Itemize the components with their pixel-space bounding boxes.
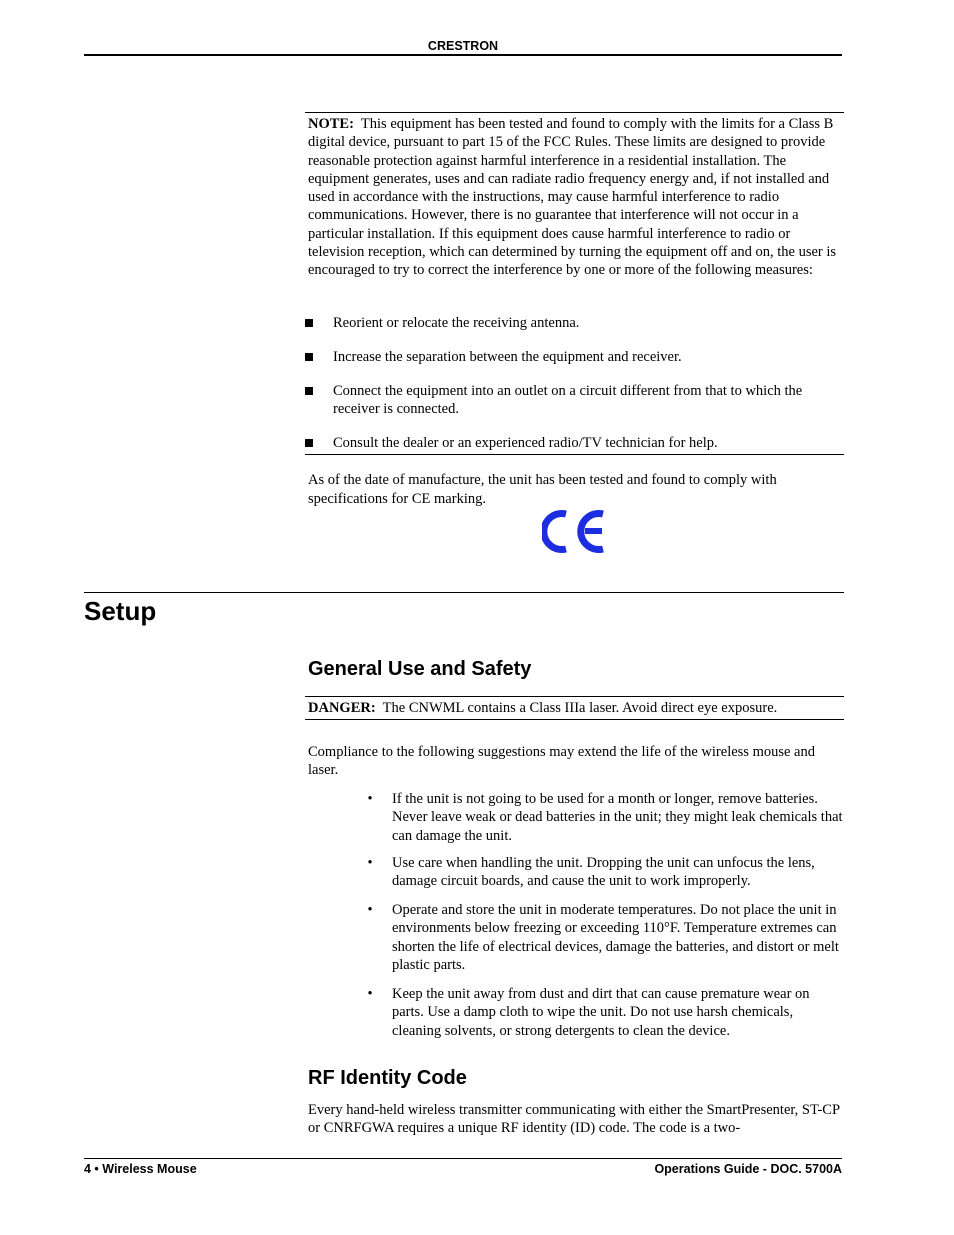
fcc-note-text [308,115,841,280]
setup-heading-rule [84,592,844,593]
fcc-note-box [305,112,844,455]
fcc-measure-text: Reorient or relocate the receiving antenna. [333,315,580,331]
setup-heading: Setup [84,596,157,626]
square-bullet-icon [305,439,313,447]
danger-body: The CNWML contains a Class IIIa laser. Avoid direct eye exposure. [382,700,778,716]
fcc-measure-text: Increase the separation between the equipment and receiver. [333,349,682,365]
fcc-measure-item [305,382,838,419]
danger-box [305,696,844,720]
general-use-heading: General Use and Safety [308,658,532,680]
fcc-measure-text: Consult the dealer or an experienced radio/TV technician for help. [333,435,718,451]
care-list-text: Keep the unit away from dust and dirt that can cause premature wear on parts. Use a damp cloth to wipe the unit. Do not use harsh chemicals, cleaning solvents, or strong detergents to clean the device. [392,986,810,1039]
square-bullet-icon [305,319,313,327]
fcc-note-body: This equipment has been tested and found to comply with the limits for a Class B digital device, pursuant to part 15 of the FCC Rules. These limits are designed to provide reasonable protection against harmful interference in a residential installation. The equipment generates, uses and can radiate radio frequency energy and, if not installed and used in accordance with the instructions, may cause harmful interference to radio communications. However, there is no guarantee that interference will not occur in a particular installation. If this equipment does cause harmful interference to radio or television reception, which can determined by turning the equipment off and on, the user is encouraged to try to correct the interference by one or more of the following measures: [308,116,837,279]
care-list-text: Operate and store the unit in moderate temperatures. Do not place the unit in environments below freezing or exceeding 110°F. Temperature extremes can shorten the life of electrical devices, damage the batteries, and distort or melt plastic parts. [392,902,839,973]
danger-text [308,699,777,717]
header-brand: CRESTRON [427,39,499,53]
fcc-measure-item [305,314,838,332]
bullet-dot-icon: • [367,855,373,871]
header-rule [84,54,842,56]
rf-identity-heading: RF Identity Code [308,1067,467,1089]
care-list-item [364,985,844,1040]
square-bullet-icon [305,387,313,395]
care-list-item [364,854,844,891]
bullet-dot-icon: • [367,791,373,807]
fcc-measure-item [305,434,838,452]
care-list-text: If the unit is not going to be used for a month or longer, remove batteries. Never leave weak or dead batteries in the unit; they might leak chemicals that can damage the unit. [392,791,843,844]
footer-doc-label: Operations Guide - DOC. 5700A [654,1162,842,1176]
ce-compliance-text: As of the date of manufacture, the unit has been tested and found to comply with specifications for CE marking. [308,472,777,507]
ce-mark-icon [542,508,608,555]
bullet-dot-icon: • [367,902,373,918]
danger-label: DANGER: [308,700,376,716]
care-list-text: Use care when handling the unit. Dropping the unit can unfocus the lens, damage circuit boards, and cause the unit to work improperly. [392,855,815,890]
footer-rule [84,1158,842,1159]
bullet-dot-icon: • [367,986,373,1002]
footer-page-label: 4 • Wireless Mouse [84,1162,197,1176]
care-list-item [364,790,844,845]
fcc-measure-text: Connect the equipment into an outlet on a circuit different from that to which the receiver is connected. [333,383,803,418]
fcc-note-label: NOTE: [308,116,354,132]
care-list-item [364,901,844,974]
square-bullet-icon [305,353,313,361]
rf-identity-text: Every hand-held wireless transmitter communicating with either the SmartPresenter, ST-CP or CNRFGWA requires a unique RF identity (ID) code. The code is a two- [308,1102,840,1137]
fcc-measure-item [305,348,838,366]
compliance-intro: Compliance to the following suggestions may extend the life of the wireless mouse and laser. [308,744,815,779]
